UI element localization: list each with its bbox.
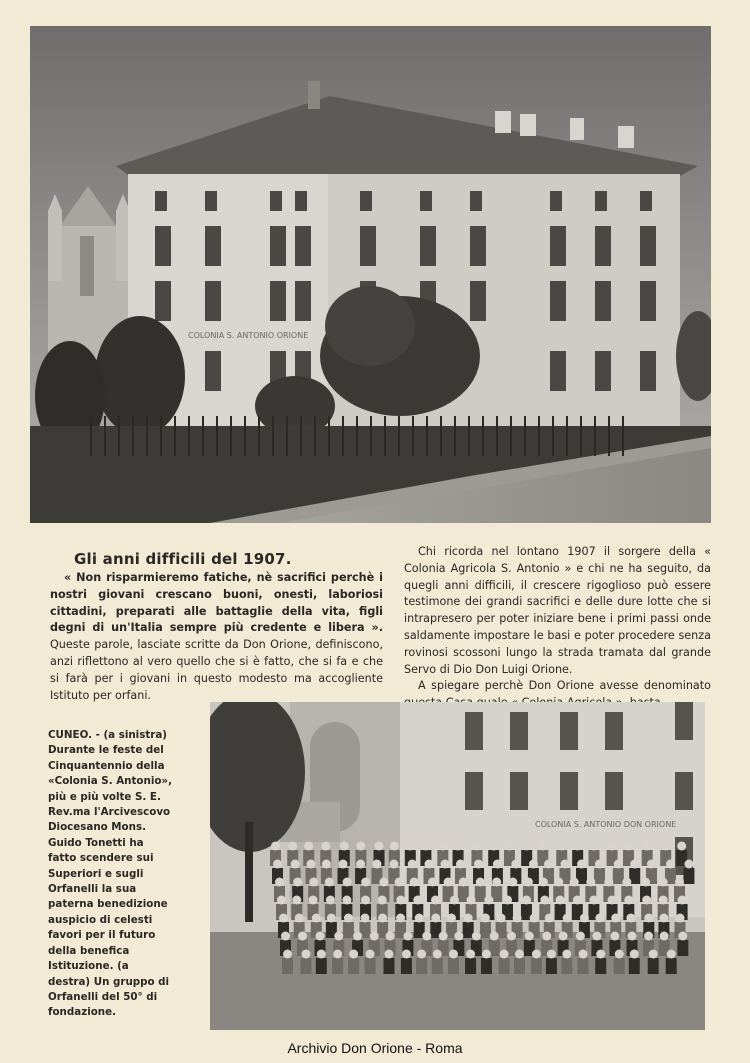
building-sign: COLONIA S. ANTONIO ORIONE bbox=[188, 331, 309, 340]
paragraph-name-origin: A spiegare perchè Don Orione avesse denominato bbox=[418, 679, 711, 693]
article-heading: Gli anni difficili del 1907. bbox=[74, 550, 292, 569]
article-column-left bbox=[50, 570, 383, 704]
caption-place: CUNEO. bbox=[48, 729, 93, 741]
caption-text: - (a sinistra) Durante le feste del Cinquantennio della «Colonia S. Antonio», più e più volte S. E. Rev.ma l'Arcivescovo Diocesano Mons. Guido Tonetti ha fatto scendere sui Superiori e sugli Orfanelli la sua paterna benedizione auspicio di celesti favori per il futuro della benefica Istituzione. (a destra) Un gruppo di Orfanelli del 50° di fondazione. bbox=[48, 729, 172, 1019]
group-building-sign: COLONIA S. ANTONIO DON ORIONE bbox=[535, 820, 677, 829]
building-photo-drawing bbox=[30, 26, 711, 523]
group-photo bbox=[210, 702, 705, 1030]
archive-footer: Archivio Don Orione - Roma bbox=[287, 1040, 463, 1056]
don-orione-quote: « Non risparmieremo fatiche, nè sacrifici perchè i nostri giovani crescano buoni, onesti, laboriosi cittadini, preparati alle battaglie della vita, figli degni di un'Italia sempre più credente e libera ». bbox=[50, 571, 383, 635]
photo-caption bbox=[48, 728, 174, 1021]
group-photo-drawing bbox=[210, 702, 705, 1030]
quote-commentary: Queste parole, lasciate scritte da Don Orione, definiscono, anzi riflettono al vero quello che si è fatto, che si fa e che si farà per i giovani in questo modesto ma accogliente Istituto per orfani. bbox=[50, 638, 383, 702]
paragraph-history: Chi ricorda nel lontano 1907 il sorgere della « Colonia Agricola S. Antonio » e chi ne ha seguito, da quegli anni difficili, il crescere rigoglioso può essere testimone dei grandi sacrifici e delle dure lotte che si intrapresero per poter iniziare bene i primi passi onde saldamente impostare le basi e poter procedere senza rovinosi scossoni lungo la strada tramata dal grande Servo di Dio Don Luigi Orione. bbox=[404, 545, 711, 676]
article-column-right bbox=[404, 544, 711, 712]
building-photo bbox=[30, 26, 711, 523]
